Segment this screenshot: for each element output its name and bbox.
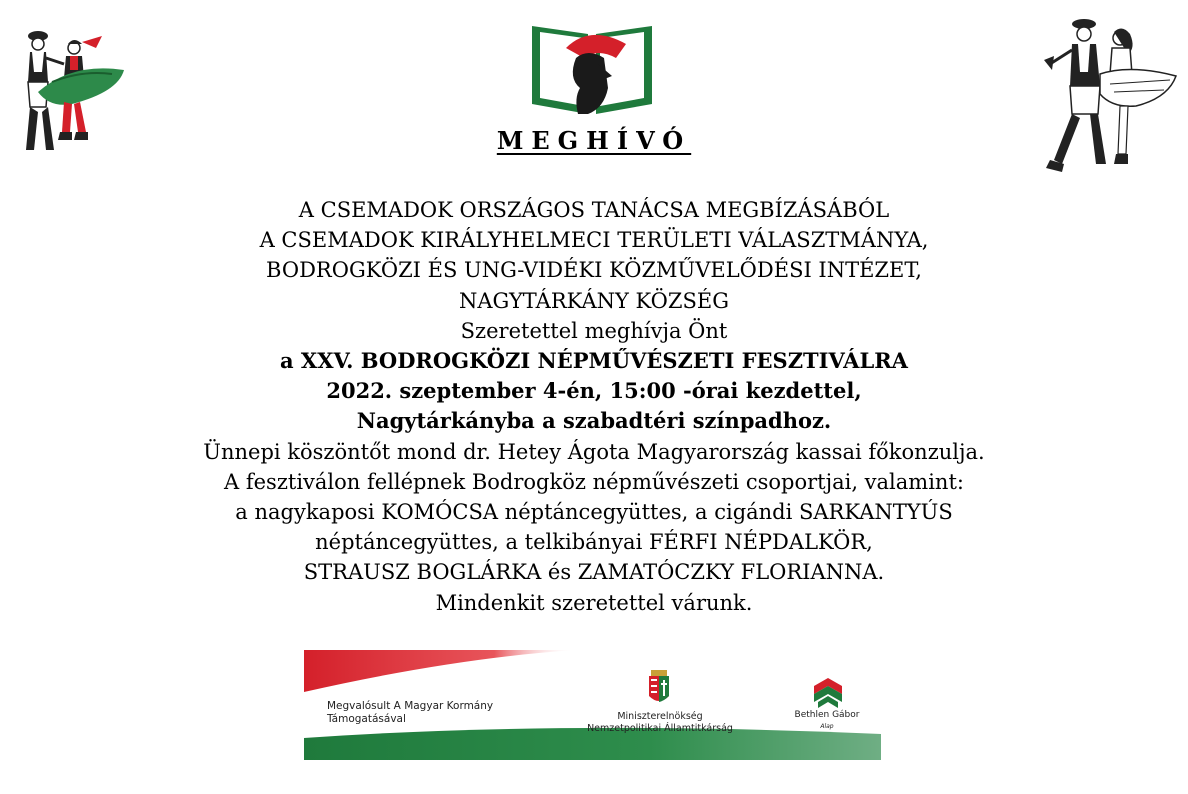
invitation-title: MEGHÍVÓ [496,126,692,155]
event-name: a XXV. BODROGKÖZI NÉPMŰVÉSZETI FESZTIVÁLRA [280,348,908,374]
folk-dancers-illustration-right [1040,14,1180,180]
event-datetime: 2022. szeptember 4-én, 15:00 -órai kezdettel, [326,378,862,404]
invite-line: Szeretettel meghívja Önt [460,318,728,343]
government-support-text: Megvalósult A Magyar Kormány Támogatásával [327,700,494,725]
organizer-line: A CSEMADOK ORSZÁGOS TANÁCSA MEGBÍZÁSÁBÓL [298,198,890,222]
detail-line: néptáncegyüttes, a telkibányai FÉRFI NÉPDALKÖR, [315,530,873,555]
detail-line: A fesztiválon fellépnek Bodrogköz népművészeti csoportjai, valamint: [224,469,964,494]
organizer-line: A CSEMADOK KIRÁLYHELMECI TERÜLETI VÁLASZTMÁNYA, [259,228,929,253]
sponsor-banner [304,650,881,760]
csemadok-logo [528,18,656,118]
detail-line: a nagykaposi KOMÓCSA néptáncegyüttes, a cigándi SARKANTYÚS [235,500,953,525]
bethlen-fund-text: Bethlen Gábor Alap [794,710,860,730]
invitation-body [44,195,1144,618]
closing-line: Mindenkit szeretettel várunk. [435,590,753,615]
organizer-line: NAGYTÁRKÁNY KÖZSÉG [459,288,729,313]
ministry-text: Miniszterelnökség Nemzetpolitikai Államtitkárság [587,711,733,734]
detail-line: Ünnepi köszöntőt mond dr. Hetey Ágota Magyarország kassai főkonzulja. [203,439,985,464]
organizer-line: BODROGKÖZI ÉS UNG-VIDÉKI KÖZMŰVELŐDÉSI INTÉZET, [266,258,922,283]
bethlen-gabor-logo-icon [814,678,842,708]
event-place: Nagytárkányba a szabadtéri színpadhoz. [356,408,832,434]
detail-line: STRAUSZ BOGLÁRKA és ZAMATÓCZKY FLORIANNA. [303,560,885,585]
hungarian-coat-of-arms-icon [649,670,669,702]
